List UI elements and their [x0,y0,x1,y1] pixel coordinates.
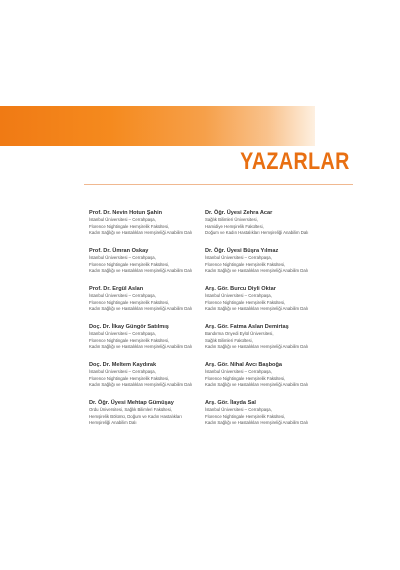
author-affiliation-line: Florence Nightingale Hemşirelik Fakültesi, [205,299,286,305]
author-affiliation-line: İstanbul Üniversitesi – Cerrahpaşa, [89,255,156,260]
author-name: Doç. Dr. İlkay Güngör Satılmış [89,324,169,330]
author-entry [205,248,345,275]
author-affiliation-line: İstanbul Üniversitesi – Cerrahpaşa, [89,293,156,298]
author-affiliation-line: Hemşireliği Anabilim Dalı [89,420,137,425]
author-affiliation-line: Kadın Sağlığı ve Hastalıkları Hemşireliği Anabilim Dalı [205,382,308,387]
author-name: Dr. Öğr. Üyesi Mehtap Gümüşay [89,400,174,406]
author-affiliation-line: Bandırma Onyedi Eylül Üniversitesi, [205,331,274,336]
author-affiliation-line: Florence Nightingale Hemşirelik Fakültesi, [89,261,170,267]
author-affiliation-line: Hamidiye Hemşirelik Fakültesi, [205,223,264,229]
header-banner [0,106,315,146]
author-name: Dr. Öğr. Üyesi Büşra Yılmaz [205,248,279,254]
author-entry [205,400,345,427]
author-affiliation-line: İstanbul Üniversitesi – Cerrahpaşa, [89,331,156,336]
author-affiliation-line: Sağlık Bilimleri Fakültesi, [205,337,253,343]
author-affiliation-line: Hemşirelik Bölümü, Doğum ve Kadın Hastalıkları [89,413,182,419]
author-affiliation-line: Kadın Sağlığı ve Hastalıkları Hemşireliği Anabilim Dalı [89,382,192,387]
author-name: Prof. Dr. Ümran Oskay [89,248,149,254]
author-entry [205,210,345,237]
author-affiliation-line: Florence Nightingale Hemşirelik Fakültesi, [205,261,286,267]
author-affiliation-line: İstanbul Üniversitesi – Cerrahpaşa, [205,369,272,374]
author-entry [205,324,345,351]
author-name: Doç. Dr. Meltem Kaydırak [89,362,157,368]
author-name: Arş. Gör. Fatma Aslan Demirtaş [205,324,289,330]
author-name: Prof. Dr. Nevin Hotun Şahin [89,210,163,216]
author-name: Prof. Dr. Ergül Aslan [89,286,144,292]
author-affiliation-line: Florence Nightingale Hemşirelik Fakültesi, [205,375,286,381]
author-affiliation-line: İstanbul Üniversitesi – Cerrahpaşa, [205,255,272,260]
author-affiliation-line: İstanbul Üniversitesi – Cerrahpaşa, [205,407,272,412]
author-affiliation-line: Kadın Sağlığı ve Hastalıkları Hemşireliği Anabilim Dalı [89,230,192,235]
author-affiliation-line: Florence Nightingale Hemşirelik Fakültesi, [89,223,170,229]
author-name: Arş. Gör. Burcu Diyli Oktar [205,286,276,292]
author-affiliation-line: Kadın Sağlığı ve Hastalıkları Hemşireliği Anabilim Dalı [205,306,308,311]
title-divider [84,184,353,185]
author-affiliation-line: Florence Nightingale Hemşirelik Fakültesi, [89,375,170,381]
author-affiliation-line: Kadın Sağlığı ve Hastalıkları Hemşireliği Anabilim Dalı [205,268,308,273]
author-affiliation-line: İstanbul Üniversitesi – Cerrahpaşa, [89,369,156,374]
author-name: Arş. Gör. İlayda Sal [205,400,256,406]
author-affiliation-line: Florence Nightingale Hemşirelik Fakültesi, [205,413,286,419]
author-affiliation-line: Ordu Üniversitesi, Sağlık Bilimleri Fakültesi, [89,407,173,412]
section-title: YAZARLAR [240,148,350,175]
author-entry [205,362,345,389]
author-affiliation-line: Sağlık Bilimleri Üniversitesi, [205,217,258,222]
author-affiliation-line: Florence Nightingale Hemşirelik Fakültesi, [89,299,170,305]
author-affiliation-line: Kadın Sağlığı ve Hastalıkları Hemşireliği Anabilim Dalı [205,420,308,425]
author-affiliation-line: Doğum ve Kadın Hastalıkları Hemşireliği Anabilim Dalı [205,230,309,235]
author-name: Dr. Öğr. Üyesi Zehra Acar [205,210,273,216]
author-affiliation-line: Florence Nightingale Hemşirelik Fakültesi, [89,337,170,343]
author-name: Arş. Gör. Nihal Avcı Başboğa [205,362,282,368]
author-affiliation-line: Kadın Sağlığı ve Hastalıkları Hemşireliği Anabilim Dalı [89,306,192,311]
author-affiliation-line: Kadın Sağlığı ve Hastalıkları Hemşireliği Anabilim Dalı [89,268,192,273]
author-affiliation-line: İstanbul Üniversitesi – Cerrahpaşa, [205,293,272,298]
author-affiliation-line: Kadın Sağlığı ve Hastalıkları Hemşireliği Anabilim Dalı [89,344,192,349]
author-entry [205,286,345,313]
author-affiliation-line: Kadın Sağlığı ve Hastalıkları Hemşireliği Anabilim Dalı [205,344,308,349]
author-affiliation-line: İstanbul Üniversitesi – Cerrahpaşa, [89,217,156,222]
